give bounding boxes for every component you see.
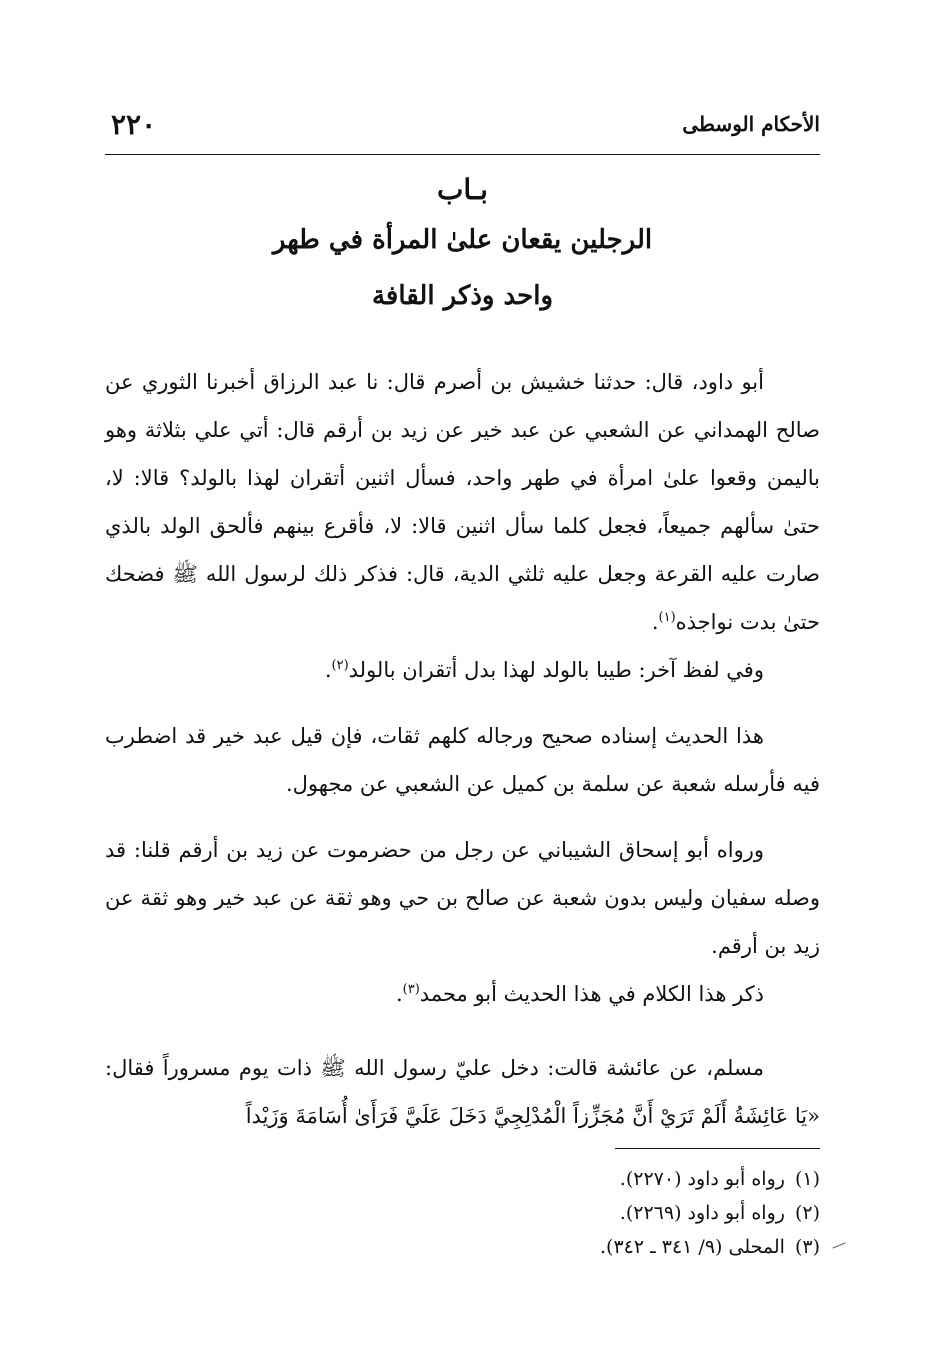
running-header xyxy=(105,108,820,148)
paragraph-hadith-abu-dawud xyxy=(105,358,820,646)
footnote-number: (٣) xyxy=(794,1236,820,1258)
paragraph-other-wording xyxy=(105,646,820,694)
footnote-2 xyxy=(400,1196,820,1230)
paragraph-text: ذكر هذا الكلام في هذا الحديث أبو محمد xyxy=(419,982,764,1006)
chapter-title-line-1: الرجلين يقعان علىٰ المرأة في طهر xyxy=(272,225,653,255)
paragraph-muslim-aisha: مسلم، عن عائشة قالت: دخل عليّ رسول الله ﷺ ذات يوم مسروراً فقال: «يَا عَائِشَةُ أَلَمْ تَرَيْ أَنَّ مُجَزِّزاً الْمُدْلِجِيَّ دَخَلَ عَلَيَّ فَرَأَىٰ أُسَامَةَ وَزَيْداً xyxy=(105,1056,820,1128)
footnote-number: (١) xyxy=(794,1168,820,1190)
spacer xyxy=(105,694,820,712)
paragraph-text: وفي لفظ آخر: طيبا بالولد لهذا بدل أتقران بالولد xyxy=(348,658,764,682)
body-text xyxy=(105,358,820,1140)
scan-artifact-mark xyxy=(832,1242,845,1248)
paragraph-end: . xyxy=(324,658,332,682)
footnote-1 xyxy=(400,1162,820,1196)
footnote-ref-3[interactable]: (٣) xyxy=(402,982,420,997)
paragraph-end: . xyxy=(651,610,659,634)
spacer xyxy=(105,808,820,826)
chapter-heading xyxy=(105,168,820,324)
footnotes xyxy=(400,1162,820,1264)
footnote-text: رواه أبو داود (٢٢٧٠). xyxy=(619,1168,785,1190)
footnote-3 xyxy=(400,1230,820,1264)
page-number: ٢٢٠ xyxy=(111,108,157,141)
chapter-label: بـاب xyxy=(437,173,488,206)
footnote-divider xyxy=(615,1148,820,1149)
footnote-ref-1[interactable]: (١) xyxy=(658,610,676,625)
footnote-text: رواه أبو داود (٢٢٦٩). xyxy=(619,1202,785,1224)
footnote-ref-2[interactable]: (٢) xyxy=(331,658,349,673)
book-title: الأحكام الوسطى xyxy=(682,112,820,136)
spacer xyxy=(105,1018,820,1044)
footnote-number: (٢) xyxy=(794,1202,820,1224)
paragraph-end: . xyxy=(395,982,403,1006)
header-divider xyxy=(105,154,820,155)
paragraph-text: أبو داود، قال: حدثنا خشيش بن أصرم قال: نا عبد الرزاق أخبرنا الثوري عن صالح الهمداني عن الشعبي عن عبد خير عن زيد بن أرقم قال: أتي علي بثلاثة وهو باليمن وقعوا علىٰ امرأة في طهر واحد، فسأل اثنين أتقران لهذا بالولد؟ قالا: لا، حتىٰ سألهم جميعاً، فجعل كلما سأل اثنين قالا: لا، فأقرع بينهم فألحق الولد بالذي صارت عليه القرعة وجعل عليه ثلثي الدية، قال: فذكر ذلك لرسول الله ﷺ فضحك حتىٰ بدت نواجذه xyxy=(105,370,820,634)
paragraph-abu-muhammad xyxy=(105,970,820,1018)
paragraph-isnad-assessment: هذا الحديث إسناده صحيح ورجاله كلهم ثقات، فإن قيل عبد خير قد اضطرب فيه فأرسله شعبة عن سلمة بن كميل عن الشعبي عن مجهول. xyxy=(105,724,820,796)
chapter-title-line-2: واحد وذكر القافة xyxy=(371,281,554,311)
paragraph-narration-chain: ورواه أبو إسحاق الشيباني عن رجل من حضرموت عن زيد بن أرقم قلنا: قد وصله سفيان وليس بدون شعبة عن صالح بن حي وهو ثقة عن عبد خير وهو ثقة عن زيد بن أرقم. xyxy=(105,838,820,958)
footnote-text: المحلى (٩/ ٣٤١ ـ ٣٤٢). xyxy=(600,1236,785,1258)
